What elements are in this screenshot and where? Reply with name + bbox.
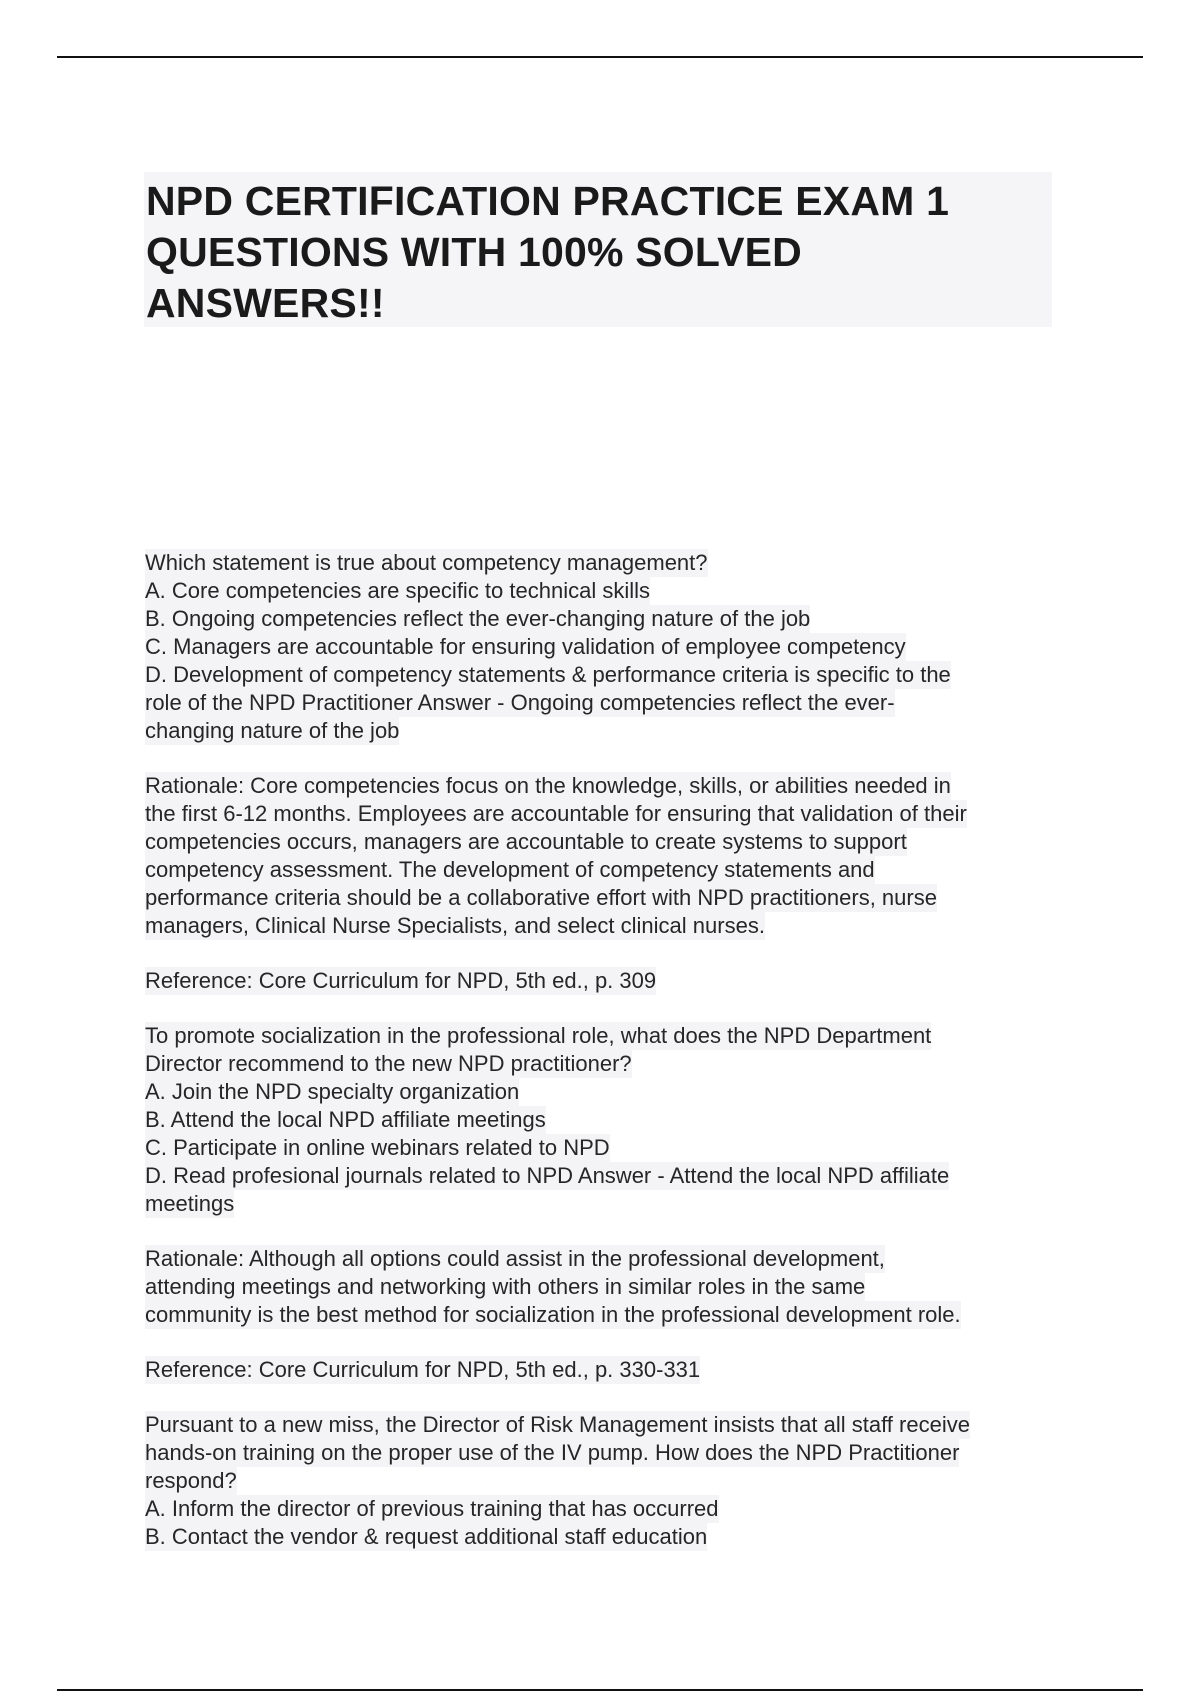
question-text-line: To promote socialization in the professional role, what does the NPD Department xyxy=(145,1023,932,1048)
rationale-line: community is the best method for socialization in the professional development role. xyxy=(145,1302,961,1327)
answer-option-d-cont: changing nature of the job xyxy=(145,718,400,743)
question-text-line: Director recommend to the new NPD practitioner? xyxy=(145,1051,632,1076)
rationale-2 xyxy=(145,1245,1065,1329)
question-text-line: hands-on training on the proper use of the IV pump. How does the NPD Practitioner xyxy=(145,1440,960,1465)
bottom-rule xyxy=(57,1689,1143,1691)
question-text-line: Which statement is true about competency management? xyxy=(145,550,708,575)
rationale-line: competencies occurs, managers are accountable to create systems to support xyxy=(145,829,907,854)
answer-option-a: A. Inform the director of previous training that has occurred xyxy=(145,1496,719,1521)
answer-option-b: B. Contact the vendor & request additional staff education xyxy=(145,1524,708,1549)
answer-option-c: C. Managers are accountable for ensuring validation of employee competency xyxy=(145,634,906,659)
answer-option-a: A. Join the NPD specialty organization xyxy=(145,1079,520,1104)
reference-1 xyxy=(145,967,1065,995)
question-text-line: respond? xyxy=(145,1468,237,1493)
rationale-line: Rationale: Core competencies focus on the knowledge, skills, or abilities needed in xyxy=(145,773,951,798)
title-line: QUESTIONS WITH 100% SOLVED xyxy=(146,229,802,275)
rationale-line: attending meetings and networking with others in similar roles in the same xyxy=(145,1274,866,1299)
answer-option-d: D. Read profesional journals related to NPD Answer - Attend the local NPD affiliate xyxy=(145,1163,950,1188)
rationale-line: the first 6-12 months. Employees are accountable for ensuring that validation of their xyxy=(145,801,967,826)
question-1 xyxy=(145,549,1065,745)
document-body xyxy=(145,549,1065,1578)
title-block xyxy=(144,172,1052,327)
rationale-1 xyxy=(145,772,1065,940)
answer-option-b: B. Attend the local NPD affiliate meetings xyxy=(145,1107,546,1132)
answer-option-b: B. Ongoing competencies reflect the ever-changing nature of the job xyxy=(145,606,811,631)
answer-option-a: A. Core competencies are specific to technical skills xyxy=(145,578,650,603)
rationale-line: Rationale: Although all options could assist in the professional development, xyxy=(145,1246,885,1271)
title-line: ANSWERS!! xyxy=(146,280,385,326)
question-3 xyxy=(145,1411,1065,1551)
answer-option-d-cont: role of the NPD Practitioner Answer - Ongoing competencies reflect the ever- xyxy=(145,690,895,715)
reference-2 xyxy=(145,1356,1065,1384)
top-rule xyxy=(57,56,1143,58)
answer-option-d-cont: meetings xyxy=(145,1191,235,1216)
answer-option-d: D. Development of competency statements & performance criteria is specific to the xyxy=(145,662,951,687)
question-text-line: Pursuant to a new miss, the Director of Risk Management insists that all staff receive xyxy=(145,1412,970,1437)
reference-line: Reference: Core Curriculum for NPD, 5th ed., p. 309 xyxy=(145,968,657,993)
document-title xyxy=(144,172,1052,329)
title-line: NPD CERTIFICATION PRACTICE EXAM 1 xyxy=(146,178,950,224)
rationale-line: competency assessment. The development of competency statements and xyxy=(145,857,875,882)
rationale-line: performance criteria should be a collaborative effort with NPD practitioners, nurse xyxy=(145,885,937,910)
question-2 xyxy=(145,1022,1065,1218)
rationale-line: managers, Clinical Nurse Specialists, and select clinical nurses. xyxy=(145,913,765,938)
reference-line: Reference: Core Curriculum for NPD, 5th ed., p. 330-331 xyxy=(145,1357,701,1382)
answer-option-c: C. Participate in online webinars related to NPD xyxy=(145,1135,610,1160)
